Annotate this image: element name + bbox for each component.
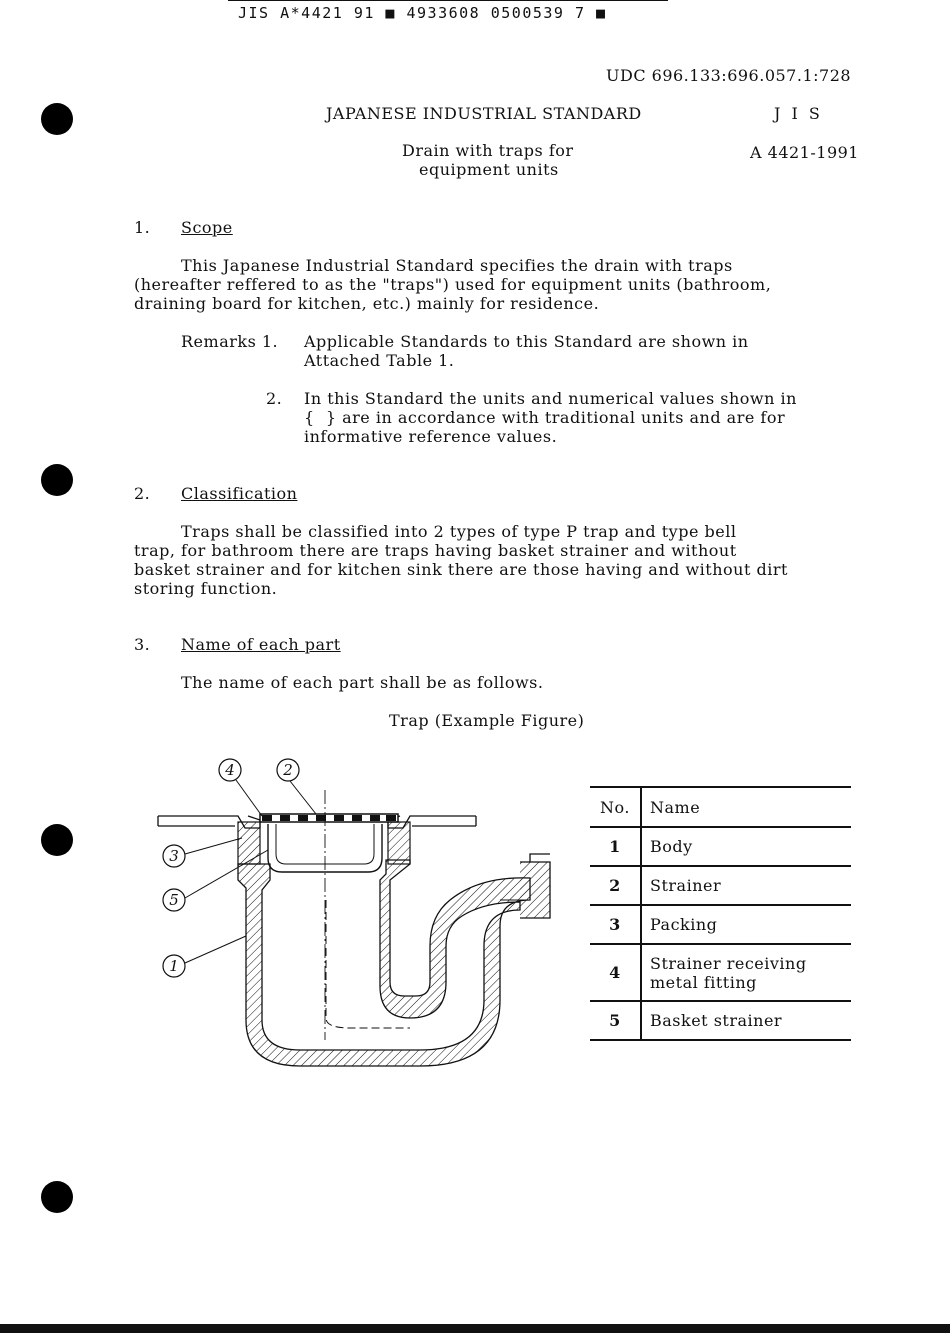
callout-2: 2 bbox=[283, 761, 293, 779]
row-no: 4 bbox=[590, 944, 641, 1001]
standard-title: JAPANESE INDUSTRIAL STANDARD bbox=[326, 104, 642, 123]
row-name: Basket strainer bbox=[650, 1011, 783, 1030]
table-row bbox=[590, 905, 851, 944]
scan-bottom-edge bbox=[0, 1324, 950, 1333]
table-row bbox=[590, 1001, 851, 1040]
scope-para-line3: draining board for kitchen, etc.) mainly for residence. bbox=[134, 294, 600, 313]
punch-hole-1 bbox=[41, 103, 73, 135]
remark-1-line2: Attached Table 1. bbox=[304, 351, 455, 370]
row-name: Body bbox=[650, 837, 693, 856]
udc-code: UDC 696.133:696.057.1:728 bbox=[606, 66, 852, 85]
remark-2-line3: informative reference values. bbox=[304, 427, 558, 446]
jis-label: J I S bbox=[774, 104, 823, 123]
parts-intro: The name of each part shall be as follows. bbox=[181, 673, 544, 692]
callout-3: 3 bbox=[169, 847, 179, 865]
row-no: 1 bbox=[590, 827, 641, 866]
row-no: 2 bbox=[590, 866, 641, 905]
row-name: Packing bbox=[650, 915, 718, 934]
table-row bbox=[590, 827, 851, 866]
doc-title-line1: Drain with traps for bbox=[402, 141, 574, 160]
table-row bbox=[590, 866, 851, 905]
scope-para-line1: This Japanese Industrial Standard specifies the drain with traps bbox=[181, 256, 733, 275]
punch-hole-3 bbox=[41, 824, 73, 856]
row-name: Strainer receiving metal fitting bbox=[650, 953, 807, 992]
trap-body bbox=[238, 860, 530, 1066]
remark-1-line1: Applicable Standards to this Standard are shown in bbox=[304, 332, 749, 351]
classification-line2: trap, for bathroom there are traps having basket strainer and without bbox=[134, 541, 737, 560]
parts-table bbox=[590, 786, 851, 1041]
remarks-label: Remarks 1. bbox=[181, 332, 279, 351]
punch-hole-2 bbox=[41, 464, 73, 496]
scope-para-line2: (hereafter reffered to as the "traps") used for equipment units (bathroom, bbox=[134, 275, 772, 294]
row-no: 3 bbox=[590, 905, 641, 944]
classification-line4: storing function. bbox=[134, 579, 278, 598]
doc-number: A 4421-1991 bbox=[750, 143, 859, 162]
remark-2-number: 2. bbox=[266, 389, 283, 408]
section-2-heading: Classification bbox=[181, 484, 298, 503]
figure-caption: Trap (Example Figure) bbox=[389, 711, 585, 730]
classification-line1: Traps shall be classified into 2 types of type P trap and type bell bbox=[181, 522, 737, 541]
header-no: No. bbox=[590, 787, 641, 827]
table-row bbox=[590, 944, 851, 1001]
remark-2-line2: { } are in accordance with traditional units and are for bbox=[304, 408, 786, 427]
parts-table-header bbox=[590, 787, 851, 827]
header-rule bbox=[228, 0, 668, 1]
remark-2-line1: In this Standard the units and numerical values shown in bbox=[304, 389, 797, 408]
section-1-heading: Scope bbox=[181, 218, 233, 237]
punch-hole-4 bbox=[41, 1181, 73, 1213]
trap-figure bbox=[150, 750, 570, 1080]
section-3-number: 3. bbox=[134, 635, 151, 654]
header-name: Name bbox=[650, 797, 701, 817]
section-3-heading: Name of each part bbox=[181, 635, 341, 654]
callout-5: 5 bbox=[169, 891, 179, 909]
header-code: JIS A*4421 91 ■ 4933608 0500539 7 ■ bbox=[238, 4, 607, 22]
row-name: Strainer bbox=[650, 876, 722, 895]
row-no: 5 bbox=[590, 1001, 641, 1040]
section-2-number: 2. bbox=[134, 484, 151, 503]
doc-title-line2: equipment units bbox=[419, 160, 559, 179]
callout-4: 4 bbox=[225, 761, 235, 779]
callout-1: 1 bbox=[169, 957, 179, 975]
section-1-number: 1. bbox=[134, 218, 151, 237]
classification-line3: basket strainer and for kitchen sink there are those having and without dirt bbox=[134, 560, 788, 579]
